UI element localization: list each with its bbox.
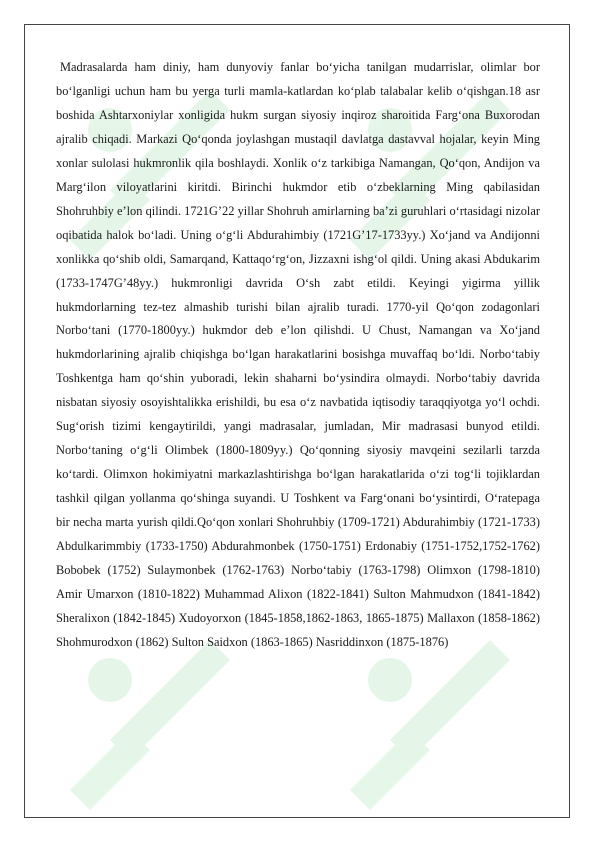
body-paragraph: Madrasalarda ham diniy, ham dunyoviy fanlar bo‘yicha tanilgan mudarrislar, olimlar bor bo‘lganligi uchun ham bu yerga turli mamla-katlardan ko‘plab talabalar kelib o‘qishgan.18 asr boshida Ashtarxoniylar xonligida hukm surgan siyosiy inqiroz sharoitida Farg‘ona Buxorodan ajralib chiqadi. Markazi Qo‘qonda joylashgan mustaqil davlatga dastavval hojalar, keyin Ming xonlar sulolasi hukmronlik qila boshlaydi. Xonlik o‘z tarkibiga Namangan, Qo‘qon, Andijon va Marg‘ilon viloyatlarini kiritdi. Birinchi hukmdor etib o‘zbeklarning Ming qabilasidan Shohruhbiy e’lon qilindi. 1721G’22 yillar Shohruh amirlarning ba’zi guruhlari o‘rtasidagi nizolar oqibatida halok bo‘ladi. Uning o‘g‘li Abdurahimbiy (1721G’17-1733yy.) Xo‘jand va Andijonni xonlikka qo‘shib oldi, Samarqand, Kattaqo‘rg‘on, Jizzaxni ishg‘ol qildi. Uning akasi Abdukarim (1733-1747G’48yy.) hukmronligi davrida O‘sh zabt etildi. Keyingi yigirma yillik hukmdorlarning tez-tez almashib turishi bilan ajralib turadi. 1770-yil Qo‘qon zodagonlari Norbo‘tani (1770-1800yy.) hukmdor deb e’lon qilishdi. U Chust, Namangan va Xo‘jand hukmdorlarining ajralib chiqishga bo‘lgan harakatlarini bosishga muvaffaq bo‘ldi. Norbo‘tabiy Toshkentga ham qo‘shin yuboradi, lekin shaharni bo‘ysindira olmaydi. Norbo‘tabiy davrida nisbatan siyosiy osoyishtalikka erishildi, bu esa o‘z navbatida iqtisodiy taraqqiyotga yo‘l ochdi. Sug‘orish tizimi kengaytirildi, yangi madrasalar, jumladan, Mir madrasasi bunyod etildi. Norbo‘taning o‘g‘li Olimbek (1800-1809yy.) Qo‘qonning siyosiy mavqeini sezilarli tarzda ko‘tardi. Olimxon hokimiyatni markazlashtirishga bo‘lgan harakatlarida o‘zi tog‘li tojiklardan tashkil qilgan yollanma qo‘shinga suyandi. U Toshkent va Farg‘onani bo‘ysintirdi, O‘ratepaga bir necha marta yurish qildi.Qo‘qon xonlari Shohruhbiy (1709-1721) Abdurahimbiy (1721-1733) Abdulkarimmbiy (1733-1750) Abdurahmonbek (1750-1751) Erdonabiy (1751-1752,1752-1762) Bobobek (1752) Sulaymonbek (1762-1763) Norbo‘tabiy (1763-1798) Olimxon (1798-1810) Amir Umarxon (1810-1822) Muhammad Alixon (1822-1841) Sulton Mahmudxon (1841-1842) Sheralixon (1842-1845) Xudoyorxon (1845-1858,1862-1863, 1865-1875) Mallaxon (1858-1862) Shohmurodxon (1862) Sulton Saidxon (1863-1865) Nasriddinxon (1875-1876) [56,60,540,649]
document-body [56,56,540,655]
